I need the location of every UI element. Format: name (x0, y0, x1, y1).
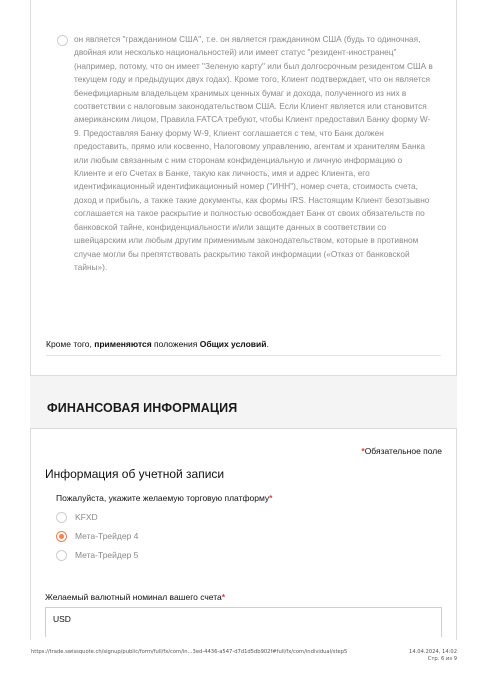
footer-url: https://trade.swissquote.ch/signup/public/form/full/fx/com/in...3ed-4436-a547-d7d1d5db902f#full/fx/com/individual/step5 (31, 649, 348, 655)
required-asterisk: * (221, 592, 226, 602)
required-asterisk: * (361, 446, 365, 456)
radio-mt5[interactable] (56, 550, 67, 561)
platform-option-mt5[interactable] (56, 548, 138, 562)
platform-question: Пожалуйста, укажите желаемую торговую платформу* (56, 493, 273, 503)
required-field-note: *Обязательное поле (361, 446, 442, 456)
consent-card (30, 0, 457, 376)
applies-bold: применяются (94, 339, 152, 349)
financial-info-card (30, 428, 457, 640)
currency-select[interactable]: USD (45, 607, 442, 637)
platform-option-label: Мета-Трейдер 5 (75, 550, 139, 560)
footer-date-page (409, 649, 457, 663)
general-terms-notice: Кроме того, применяются положения Общих условий. (46, 339, 269, 349)
section-header (30, 376, 457, 428)
us-person-radio[interactable] (57, 35, 68, 46)
section-title: ФИНАНСОВАЯ ИНФОРМАЦИЯ (47, 401, 238, 415)
us-person-option-text: он является "гражданином США", т.е. он является гражданином США (будь то одиночная, двойная или несколько национальностей) или имеет статус "резидент-иностранец" (например, потому, что он имеет "Зеленую карту" или был долгосрочным резидентом США в текущем году и предыдущих двух годах). Кроме того, Клиент подтверждает, что он является бенефициарным владельцем хранимых ценных бумаг и дохода, полученного из них в соответствии с налоговым законодательством США. Если Клиент является или становится американским лицом, Правила FATCA требуют, чтобы Клиент предоставил Банку форму W-9. Предоставляя Банку форму W-9, Клиент соглашается с тем, что Банк должен предоставить, прямо или косвенно, Налоговому управлению, агентам и хранителям Банка или любым связанным с ним сторонам конфиденциальную и личную информацию о Клиенте и его Счетах в Банке, такую как личность, имя и адрес Клиента, его идентификационный идентификационный номер ("ИНН"), номер счета, стоимость счета, доход и прибыль, а также такие документы, как формы IRS. Настоящим Клиент безотзывно соглашается на такое раскрытие и полностью освобождает Банк от своих обязательств по банковской тайне, конфиденциальности и/или защите данных в соответствии со швейцарским или любым другим применимым законодательством, которые в противном случае могли бы препятствовать раскрытию такой информации («Отказ от банковской тайны»). (74, 34, 433, 272)
radio-mt4-selected[interactable] (56, 531, 67, 542)
general-terms-bold: Общих условий (199, 339, 267, 349)
platform-option-label: Мета-Трейдер 4 (75, 531, 139, 541)
required-asterisk: * (269, 493, 273, 503)
currency-label: Желаемый валютный номинал вашего счета* (45, 592, 226, 602)
footer-area (0, 640, 489, 691)
radio-kfxd[interactable] (56, 512, 67, 523)
platform-option-kfxd[interactable] (56, 510, 98, 524)
platform-option-label: KFXD (75, 512, 98, 522)
account-info-title: Информация об учетной записи (45, 467, 225, 481)
print-date: 14.04.2024, 14:02 (409, 649, 457, 655)
platform-option-mt4[interactable] (56, 529, 138, 543)
divider (46, 355, 441, 356)
page-number: Стр. 6 из 9 (427, 656, 457, 662)
